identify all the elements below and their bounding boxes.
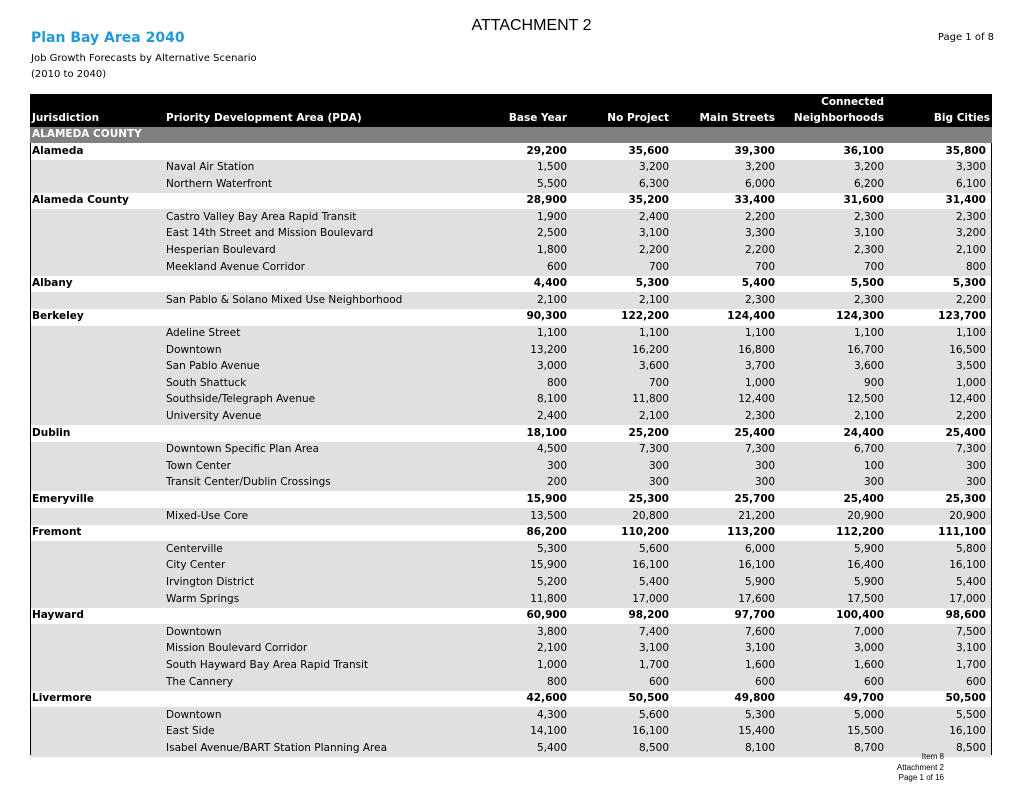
main-streets-value: 700	[754, 260, 775, 273]
jurisdiction-name: Emeryville	[32, 492, 95, 505]
connected-value: 300	[863, 476, 884, 489]
big-cities-value: 25,400	[945, 426, 986, 439]
pda-row	[30, 326, 992, 343]
base-year-value: 29,200	[526, 144, 567, 157]
jurisdiction-name: Alameda County	[32, 194, 129, 207]
pda-row	[30, 259, 992, 276]
no-project-value: 25,200	[628, 426, 669, 439]
pda-row	[30, 209, 992, 226]
no-project-value: 5,400	[638, 575, 669, 588]
header-jurisdiction: Jurisdiction	[32, 112, 100, 124]
main-streets-value: 39,300	[734, 144, 775, 157]
main-streets-value: 3,200	[744, 161, 775, 174]
big-cities-value: 600	[965, 675, 986, 688]
jurisdiction-row	[30, 276, 992, 293]
pda-row	[30, 558, 992, 575]
connected-value: 5,000	[853, 708, 884, 721]
connected-value: 36,100	[843, 144, 884, 157]
big-cities-value: 5,800	[955, 542, 986, 555]
big-cities-value: 1,700	[955, 658, 986, 671]
jurisdiction-name: Dublin	[32, 426, 71, 439]
big-cities-value: 50,500	[945, 692, 986, 705]
jurisdiction-row	[30, 491, 992, 508]
pda-name: Downtown	[166, 708, 222, 721]
pda-row	[30, 243, 992, 260]
base-year-value: 60,900	[526, 609, 567, 622]
connected-value: 2,100	[853, 410, 884, 422]
header-connected: Connected	[821, 96, 884, 108]
main-streets-value: 1,000	[744, 376, 775, 389]
connected-value: 100,400	[836, 609, 884, 622]
connected-value: 5,500	[850, 277, 884, 290]
no-project-value: 25,300	[628, 492, 669, 505]
no-project-value: 8,500	[638, 741, 669, 754]
no-project-value: 5,600	[638, 708, 669, 721]
base-year-value: 2,500	[536, 227, 567, 240]
header-big-cities: Big Cities	[933, 112, 990, 124]
pda-name: East 14th Street and Mission Boulevard	[166, 227, 374, 240]
big-cities-value: 20,900	[949, 509, 986, 522]
base-year-value: 15,900	[526, 492, 567, 505]
connected-value: 17,500	[847, 592, 884, 605]
attachment-label: ATTACHMENT 2	[471, 17, 592, 34]
main-streets-value: 1,600	[744, 658, 775, 671]
connected-value: 8,700	[853, 741, 884, 754]
big-cities-value: 35,800	[945, 144, 986, 157]
pda-name: Irvington District	[166, 575, 255, 588]
pda-row	[30, 674, 992, 691]
connected-value: 112,200	[836, 526, 884, 539]
base-year-value: 15,900	[530, 559, 567, 572]
no-project-value: 1,700	[638, 658, 669, 671]
main-streets-value: 6,000	[744, 542, 775, 555]
pda-name: East Side	[166, 725, 215, 738]
main-streets-value: 8,100	[744, 741, 775, 754]
pda-name: Northern Waterfront	[166, 177, 272, 190]
no-project-value: 7,400	[638, 625, 669, 638]
main-streets-value: 49,800	[734, 692, 775, 705]
pda-name: The Cannery	[166, 675, 233, 688]
big-cities-value: 3,500	[955, 360, 986, 373]
base-year-value: 5,200	[536, 575, 567, 588]
footer-item: Item 8	[921, 752, 944, 761]
main-streets-value: 33,400	[734, 194, 775, 207]
big-cities-value: 800	[965, 260, 986, 273]
base-year-value: 2,100	[536, 642, 567, 655]
connected-value: 700	[863, 260, 884, 273]
pda-name: South Shattuck	[166, 376, 247, 389]
pda-row	[30, 641, 992, 658]
connected-value: 25,400	[843, 492, 884, 505]
no-project-value: 7,300	[638, 443, 669, 456]
connected-value: 24,400	[843, 426, 884, 439]
pda-row	[30, 342, 992, 359]
main-streets-value: 113,200	[727, 526, 775, 539]
base-year-value: 18,100	[526, 426, 567, 439]
no-project-value: 2,400	[638, 210, 669, 223]
pda-row	[30, 409, 992, 426]
connected-value: 5,900	[853, 575, 884, 588]
jurisdiction-name: Berkeley	[32, 310, 84, 323]
base-year-value: 4,400	[533, 277, 567, 290]
base-year-value: 600	[546, 260, 567, 273]
table-body	[30, 143, 992, 757]
no-project-value: 16,100	[632, 725, 669, 738]
pda-name: City Center	[166, 559, 226, 572]
jurisdiction-row	[30, 425, 992, 442]
no-project-value: 600	[648, 675, 669, 688]
pda-row	[30, 657, 992, 674]
pda-name: San Pablo & Solano Mixed Use Neighborhood	[166, 293, 403, 306]
big-cities-value: 17,000	[949, 592, 986, 605]
base-year-value: 5,400	[536, 741, 567, 754]
big-cities-value: 3,200	[955, 227, 986, 240]
main-streets-value: 2,300	[744, 410, 775, 422]
no-project-value: 2,200	[638, 244, 669, 257]
no-project-value: 98,200	[628, 609, 669, 622]
connected-value: 124,300	[836, 310, 884, 323]
main-streets-value: 25,400	[734, 426, 775, 439]
base-year-value: 1,900	[536, 210, 567, 223]
big-cities-value: 5,500	[955, 708, 986, 721]
no-project-value: 17,000	[632, 592, 669, 605]
big-cities-value: 1,000	[955, 376, 986, 389]
header-no-project: No Project	[607, 112, 669, 124]
pda-name: San Pablo Avenue	[166, 360, 260, 373]
pda-row	[30, 392, 992, 409]
big-cities-value: 6,100	[955, 177, 986, 190]
big-cities-value: 3,100	[955, 642, 986, 655]
header-pda: Priority Development Area (PDA)	[166, 112, 362, 124]
big-cities-value: 2,300	[955, 210, 986, 223]
connected-value: 600	[863, 675, 884, 688]
no-project-value: 20,800	[632, 509, 669, 522]
base-year-value: 1,500	[536, 161, 567, 174]
no-project-value: 6,300	[638, 177, 669, 190]
no-project-value: 300	[648, 459, 669, 472]
pda-name: Mixed-Use Core	[166, 509, 249, 522]
pda-row	[30, 160, 992, 177]
pda-name: South Hayward Bay Area Rapid Transit	[166, 658, 369, 671]
big-cities-value: 5,400	[955, 575, 986, 588]
table-right-border	[991, 143, 992, 755]
connected-value: 15,500	[847, 725, 884, 738]
no-project-value: 110,200	[621, 526, 669, 539]
jurisdiction-row	[30, 143, 992, 160]
base-year-value: 4,300	[536, 708, 567, 721]
pda-name: Castro Valley Bay Area Rapid Transit	[166, 210, 357, 223]
main-streets-value: 97,700	[734, 609, 775, 622]
no-project-value: 35,200	[628, 194, 669, 207]
main-streets-value: 6,000	[744, 177, 775, 190]
connected-value: 100	[863, 459, 884, 472]
connected-value: 3,200	[853, 161, 884, 174]
jurisdiction-name: Fremont	[32, 526, 82, 539]
date-range: (2010 to 2040)	[31, 69, 107, 80]
pda-row	[30, 724, 992, 741]
jurisdiction-name: Albany	[32, 277, 73, 290]
connected-value: 3,000	[853, 642, 884, 655]
pda-row	[30, 359, 992, 376]
pda-name: University Avenue	[166, 410, 262, 422]
base-year-value: 1,000	[536, 658, 567, 671]
no-project-value: 16,200	[632, 343, 669, 356]
base-year-value: 28,900	[526, 194, 567, 207]
base-year-value: 14,100	[530, 725, 567, 738]
pda-name: Hesperian Boulevard	[166, 244, 276, 257]
pda-name: Downtown Specific Plan Area	[166, 443, 319, 456]
pda-name: Transit Center/Dublin Crossings	[166, 476, 331, 489]
main-streets-value: 21,200	[738, 509, 775, 522]
main-streets-value: 2,300	[744, 293, 775, 306]
big-cities-value: 300	[965, 476, 986, 489]
pda-row	[30, 226, 992, 243]
connected-value: 6,200	[853, 177, 884, 190]
connected-value: 2,300	[853, 244, 884, 257]
connected-value: 31,600	[843, 194, 884, 207]
big-cities-value: 16,500	[949, 343, 986, 356]
connected-value: 12,500	[847, 393, 884, 406]
pda-row	[30, 375, 992, 392]
main-streets-value: 7,300	[744, 443, 775, 456]
main-streets-value: 3,300	[744, 227, 775, 240]
no-project-value: 1,100	[638, 327, 669, 340]
main-streets-value: 15,400	[738, 725, 775, 738]
main-streets-value: 3,700	[744, 360, 775, 373]
pda-name: Southside/Telegraph Avenue	[166, 393, 316, 406]
pda-name: Centerville	[166, 542, 223, 555]
base-year-value: 11,800	[530, 592, 567, 605]
main-streets-value: 5,400	[741, 277, 775, 290]
base-year-value: 800	[546, 376, 567, 389]
no-project-value: 16,100	[632, 559, 669, 572]
base-year-value: 42,600	[526, 692, 567, 705]
footer-page: Page 1 of 16	[898, 773, 944, 782]
jurisdiction-name: Alameda	[32, 144, 84, 157]
no-project-value: 300	[648, 476, 669, 489]
big-cities-value: 31,400	[945, 194, 986, 207]
connected-value: 2,300	[853, 210, 884, 223]
main-streets-value: 2,200	[744, 244, 775, 257]
main-streets-value: 7,600	[744, 625, 775, 638]
big-cities-value: 123,700	[938, 310, 986, 323]
connected-value: 5,900	[853, 542, 884, 555]
connected-value: 1,600	[853, 658, 884, 671]
big-cities-value: 2,100	[955, 244, 986, 257]
main-streets-value: 300	[754, 476, 775, 489]
no-project-value: 3,100	[638, 227, 669, 240]
connected-value: 2,300	[853, 293, 884, 306]
pda-name: Downtown	[166, 343, 222, 356]
no-project-value: 3,100	[638, 642, 669, 655]
pda-row	[30, 508, 992, 525]
base-year-value: 3,000	[536, 360, 567, 373]
no-project-value: 5,300	[635, 277, 669, 290]
big-cities-value: 12,400	[949, 393, 986, 406]
section-header	[30, 127, 992, 143]
big-cities-value: 98,600	[945, 609, 986, 622]
jurisdiction-row	[30, 525, 992, 542]
big-cities-value: 16,100	[949, 725, 986, 738]
main-streets-value: 25,700	[734, 492, 775, 505]
main-streets-value: 12,400	[738, 393, 775, 406]
base-year-value: 200	[546, 476, 567, 489]
pda-row	[30, 574, 992, 591]
no-project-value: 3,600	[638, 360, 669, 373]
pda-row	[30, 176, 992, 193]
connected-value: 16,400	[847, 559, 884, 572]
pda-name: Meekland Avenue Corridor	[166, 260, 305, 273]
big-cities-value: 7,300	[955, 443, 986, 456]
jurisdiction-name: Hayward	[32, 609, 84, 622]
pda-name: Naval Air Station	[166, 161, 255, 174]
big-cities-value: 8,500	[955, 741, 986, 754]
connected-value: 3,600	[853, 360, 884, 373]
base-year-value: 8,100	[536, 393, 567, 406]
pda-row	[30, 591, 992, 608]
document-title: Plan Bay Area 2040	[31, 30, 185, 46]
main-streets-value: 5,300	[744, 708, 775, 721]
jurisdiction-row	[30, 309, 992, 326]
pda-name: Isabel Avenue/BART Station Planning Area	[166, 741, 387, 754]
main-streets-value: 600	[754, 675, 775, 688]
base-year-value: 13,500	[530, 509, 567, 522]
no-project-value: 5,600	[638, 542, 669, 555]
connected-value: 1,100	[853, 327, 884, 340]
base-year-value: 13,200	[530, 343, 567, 356]
no-project-value: 11,800	[632, 393, 669, 406]
pda-name: Mission Boulevard Corridor	[166, 642, 308, 655]
connected-value: 3,100	[853, 227, 884, 240]
no-project-value: 2,100	[638, 293, 669, 306]
connected-value: 7,000	[853, 625, 884, 638]
big-cities-value: 2,200	[955, 410, 986, 422]
jurisdiction-name: Livermore	[32, 692, 92, 705]
pda-row	[30, 458, 992, 475]
main-streets-value: 1,100	[744, 327, 775, 340]
main-streets-value: 3,100	[744, 642, 775, 655]
big-cities-value: 300	[965, 459, 986, 472]
base-year-value: 5,500	[536, 177, 567, 190]
big-cities-value: 3,300	[955, 161, 986, 174]
table-left-border	[30, 143, 31, 755]
main-streets-value: 16,800	[738, 343, 775, 356]
pda-name: Downtown	[166, 625, 222, 638]
big-cities-value: 7,500	[955, 625, 986, 638]
pda-row	[30, 292, 992, 309]
big-cities-value: 5,300	[952, 277, 986, 290]
page-indicator: Page 1 of 8	[937, 32, 994, 43]
base-year-value: 90,300	[526, 310, 567, 323]
header-neighborhoods: Neighborhoods	[793, 112, 884, 124]
pda-row	[30, 707, 992, 724]
header-main-streets: Main Streets	[699, 112, 775, 124]
big-cities-value: 1,100	[955, 327, 986, 340]
base-year-value: 5,300	[536, 542, 567, 555]
base-year-value: 800	[546, 675, 567, 688]
jurisdiction-row	[30, 193, 992, 210]
base-year-value: 300	[546, 459, 567, 472]
base-year-value: 2,100	[536, 293, 567, 306]
no-project-value: 50,500	[628, 692, 669, 705]
pda-row	[30, 475, 992, 492]
no-project-value: 700	[648, 376, 669, 389]
base-year-value: 3,800	[536, 625, 567, 638]
main-streets-value: 2,200	[744, 210, 775, 223]
main-streets-value: 16,100	[738, 559, 775, 572]
pda-row	[30, 541, 992, 558]
pda-name: Town Center	[166, 459, 231, 472]
connected-value: 49,700	[843, 692, 884, 705]
base-year-value: 1,800	[536, 244, 567, 257]
main-streets-value: 5,900	[744, 575, 775, 588]
pda-row	[30, 624, 992, 641]
subtitle: Job Growth Forecasts by Alternative Scenario	[31, 53, 257, 64]
no-project-value: 122,200	[621, 310, 669, 323]
big-cities-value: 111,100	[938, 526, 986, 539]
connected-value: 6,700	[853, 443, 884, 456]
base-year-value: 86,200	[526, 526, 567, 539]
footer-attachment: Attachment 2	[896, 763, 944, 772]
pda-row	[30, 740, 992, 757]
no-project-value: 2,100	[638, 410, 669, 422]
no-project-value: 3,200	[638, 161, 669, 174]
no-project-value: 700	[648, 260, 669, 273]
main-streets-value: 300	[754, 459, 775, 472]
section-label: ALAMEDA COUNTY	[32, 128, 142, 140]
base-year-value: 2,400	[536, 410, 567, 422]
big-cities-value: 2,200	[955, 293, 986, 306]
no-project-value: 35,600	[628, 144, 669, 157]
big-cities-value: 25,300	[945, 492, 986, 505]
jurisdiction-row	[30, 608, 992, 625]
connected-value: 16,700	[847, 343, 884, 356]
jurisdiction-row	[30, 691, 992, 708]
table-header	[30, 94, 992, 127]
base-year-value: 4,500	[536, 443, 567, 456]
big-cities-value: 16,100	[949, 559, 986, 572]
connected-value: 900	[863, 376, 884, 389]
connected-value: 20,900	[847, 509, 884, 522]
base-year-value: 1,100	[536, 327, 567, 340]
main-streets-value: 124,400	[727, 310, 775, 323]
pda-name: Warm Springs	[166, 592, 240, 605]
header-base-year: Base Year	[508, 112, 567, 124]
pda-row	[30, 442, 992, 459]
pda-name: Adeline Street	[166, 327, 241, 340]
main-streets-value: 17,600	[738, 592, 775, 605]
